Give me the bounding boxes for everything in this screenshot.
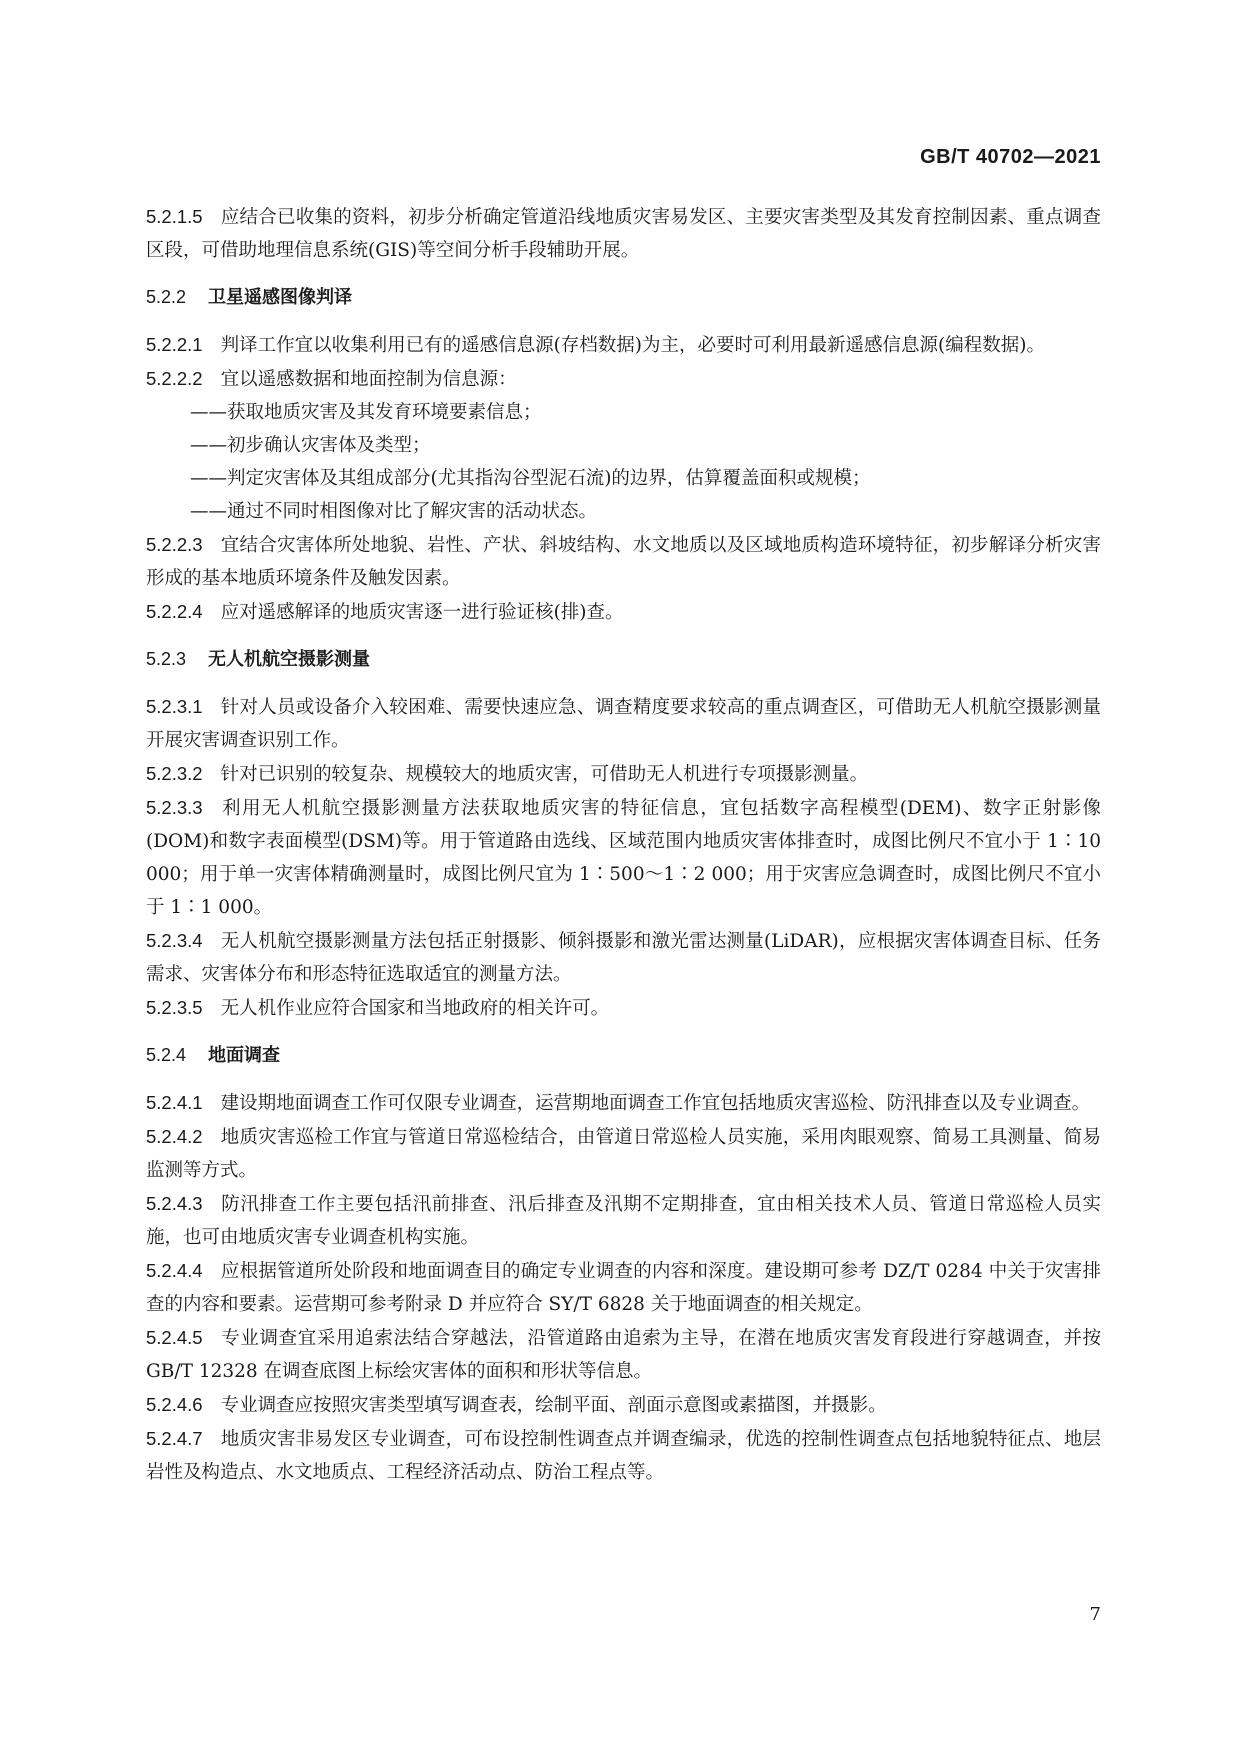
section-title: 卫星遥感图像判译 (208, 287, 353, 308)
clause-text: 应根据管道所处阶段和地面调查目的确定专业调查的内容和深度。建设期可参考 DZ/T 0284 中关于灾害排查的内容和要素。运营期可参考附录 D 并应符合 SY/T 6828 关于地面调查的相关规定。 (146, 1261, 1101, 1315)
clause-text: 无人机航空摄影测量方法包括正射摄影、倾斜摄影和激光雷达测量(LiDAR)，应根据灾害体调查目标、任务需求、灾害体分布和形态特征选取适宜的测量方法。 (146, 931, 1101, 985)
clause-number: 5.2.4.1 (146, 1092, 203, 1113)
section-heading-5-2-4 (146, 1039, 1101, 1072)
clause-5-2-3-2 (146, 757, 1101, 791)
list-item: ——判定灾害体及其组成部分(尤其指沟谷型泥石流)的边界，估算覆盖面积或规模； (190, 468, 871, 489)
clause-5-2-4-2 (146, 1120, 1101, 1187)
clause-5-2-4-6 (146, 1388, 1101, 1422)
clause-text: 宜以遥感数据和地面控制为信息源： (220, 369, 517, 390)
clause-number: 5.2.4.7 (146, 1428, 203, 1449)
list-item: ——获取地质灾害及其发育环境要素信息； (190, 402, 542, 423)
clause-number: 5.2.3.2 (146, 763, 203, 784)
clause-number: 5.2.4.5 (146, 1327, 203, 1348)
clause-text: 针对人员或设备介入较困难、需要快速应急、调查精度要求较高的重点调查区，可借助无人机航空摄影测量开展灾害调查识别工作。 (146, 697, 1101, 751)
clause-number: 5.2.2.4 (146, 601, 203, 622)
section-heading-5-2-3 (146, 643, 1101, 676)
section-heading-5-2-2 (146, 281, 1101, 314)
clause-5-2-2-4 (146, 595, 1101, 629)
clause-5-2-4-3 (146, 1187, 1101, 1254)
section-title: 无人机航空摄影测量 (208, 649, 371, 670)
clause-text: 判译工作宜以收集利用已有的遥感信息源(存档数据)为主，必要时可利用最新遥感信息源(编程数据)。 (220, 335, 1045, 356)
clause-text: 地质灾害非易发区专业调查，可布设控制性调查点并调查编录，优选的控制性调查点包括地貌特征点、地层岩性及构造点、水文地质点、工程经济活动点、防治工程点等。 (146, 1429, 1101, 1483)
document-body (146, 200, 1101, 1489)
list-item: ——初步确认灾害体及类型； (190, 435, 431, 456)
clause-number: 5.2.3.3 (146, 797, 203, 818)
clause-number: 5.2.4.3 (146, 1193, 203, 1214)
clause-number: 5.2.3.1 (146, 696, 203, 717)
clause-number: 5.2.2.1 (146, 334, 203, 355)
clause-number: 5.2.2.3 (146, 534, 203, 555)
clause-number: 5.2.1.5 (146, 206, 203, 227)
clause-text: 应结合已收集的资料，初步分析确定管道沿线地质灾害易发区、主要灾害类型及其发育控制因素、重点调查区段，可借助地理信息系统(GIS)等空间分析手段辅助开展。 (146, 207, 1101, 261)
clause-5-2-3-4 (146, 924, 1101, 991)
clause-5-2-3-3 (146, 791, 1101, 924)
clause-5-2-4-1 (146, 1086, 1101, 1120)
clause-text: 地质灾害巡检工作宜与管道日常巡检结合，由管道日常巡检人员实施，采用肉眼观察、简易工具测量、简易监测等方式。 (146, 1127, 1101, 1181)
clause-text: 专业调查宜采用追索法结合穿越法，沿管道路由追索为主导，在潜在地质灾害发育段进行穿越调查，并按 GB/T 12328 在调查底图上标绘灾害体的面积和形状等信息。 (146, 1328, 1101, 1382)
clause-text: 防汛排查工作主要包括汛前排查、汛后排查及汛期不定期排查，宜由相关技术人员、管道日常巡检人员实施，也可由地质灾害专业调查机构实施。 (146, 1194, 1101, 1248)
standard-code: GB/T 40702—2021 (920, 146, 1101, 168)
clause-5-2-4-4 (146, 1254, 1101, 1321)
list-item: ——通过不同时相图像对比了解灾害的活动状态。 (190, 501, 598, 522)
clause-text: 宜结合灾害体所处地貌、岩性、产状、斜坡结构、水文地质以及区域地质构造环境特征，初步解译分析灾害形成的基本地质环境条件及触发因素。 (146, 535, 1101, 589)
clause-text: 针对已识别的较复杂、规模较大的地质灾害，可借助无人机进行专项摄影测量。 (220, 764, 869, 785)
clause-text: 专业调查应按照灾害类型填写调查表，绘制平面、剖面示意图或素描图，并摄影。 (220, 1395, 887, 1416)
clause-5-2-1-5 (146, 200, 1101, 267)
clause-number: 5.2.3.4 (146, 930, 203, 951)
clause-5-2-3-1 (146, 690, 1101, 757)
clause-number: 5.2.3.5 (146, 997, 203, 1018)
clause-number: 5.2.2.2 (146, 368, 203, 389)
clause-text: 建设期地面调查工作可仅限专业调查，运营期地面调查工作宜包括地质灾害巡检、防汛排查以及专业调查。 (220, 1093, 1091, 1114)
clause-5-2-3-5 (146, 991, 1101, 1025)
clause-text: 应对遥感解译的地质灾害逐一进行验证核(排)查。 (220, 602, 624, 623)
section-number: 5.2.4 (146, 1045, 187, 1065)
clause-text: 利用无人机航空摄影测量方法获取地质灾害的特征信息，宜包括数字高程模型(DEM)、数字正射影像(DOM)和数字表面模型(DSM)等。用于管道路由选线、区域范围内地质灾害体排查时，成图比例尺不宜小于 1∶10 000；用于单一灾害体精确测量时，成图比例尺宜为 1∶500～1∶2 000；用于灾害应急调查时，成图比例尺不宜小于 1∶1 000。 (146, 798, 1101, 918)
clause-5-2-4-7 (146, 1422, 1101, 1489)
clause-5-2-4-5 (146, 1321, 1101, 1388)
page-number: 7 (1089, 1604, 1101, 1625)
section-title: 地面调查 (208, 1045, 281, 1066)
clause-5-2-2-2 (146, 362, 1101, 396)
section-number: 5.2.3 (146, 649, 187, 669)
section-number: 5.2.2 (146, 287, 187, 307)
clause-number: 5.2.4.6 (146, 1394, 203, 1415)
clause-number: 5.2.4.2 (146, 1126, 203, 1147)
clause-5-2-2-1 (146, 328, 1101, 362)
clause-text: 无人机作业应符合国家和当地政府的相关许可。 (220, 998, 610, 1019)
clause-number: 5.2.4.4 (146, 1260, 203, 1281)
clause-5-2-2-3 (146, 528, 1101, 595)
